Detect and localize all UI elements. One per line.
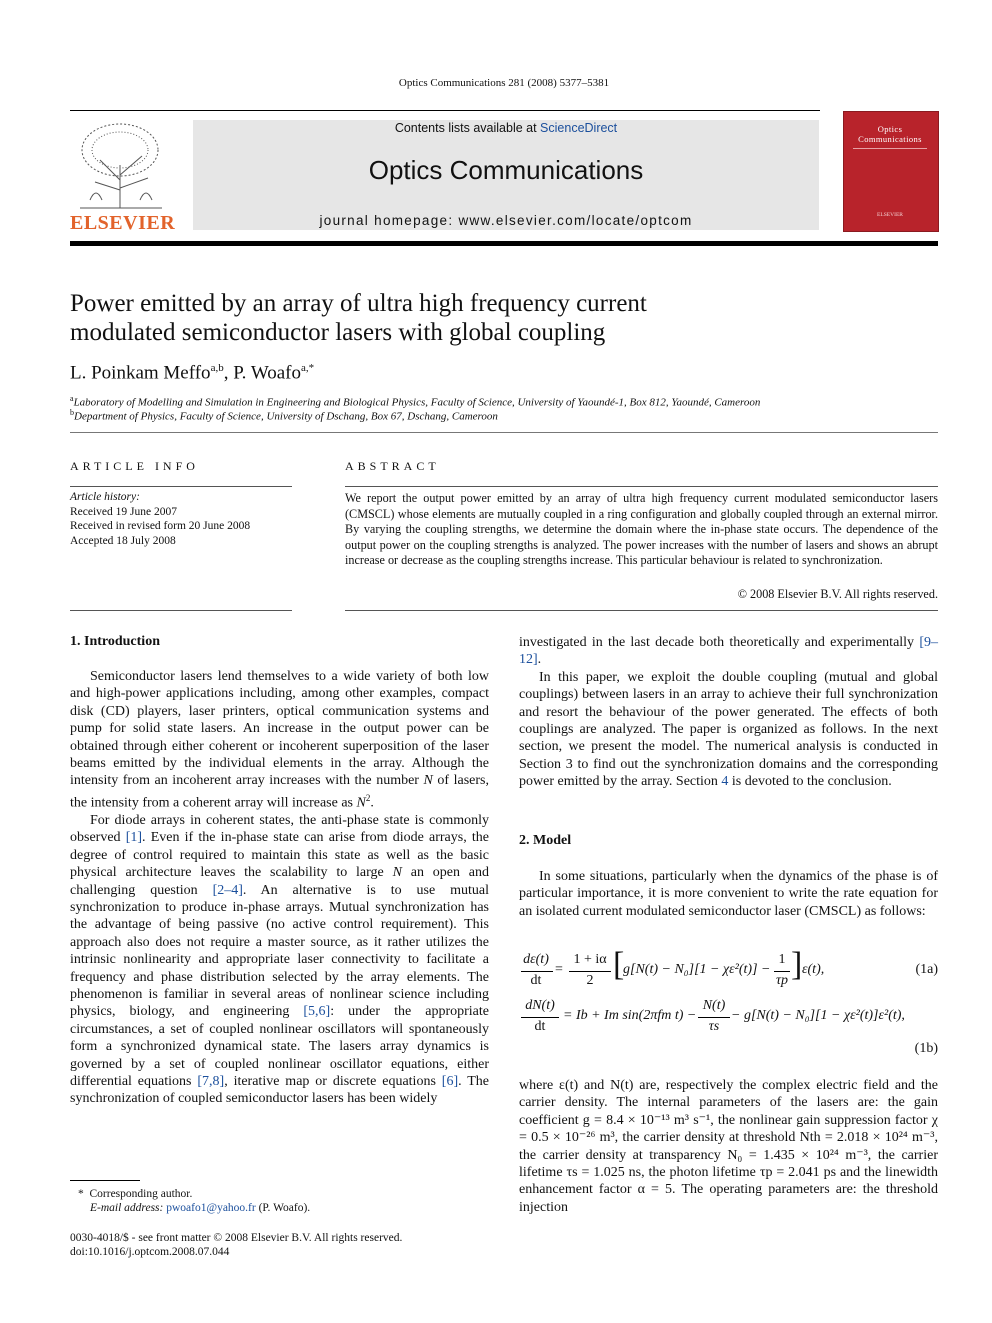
journal-citation: Optics Communications 281 (2008) 5377–5381 <box>398 77 610 89</box>
eq1a-mid-den: 2 <box>586 973 594 988</box>
intro-p2-c: an open and challenging question <box>70 865 489 898</box>
model-p1-text: In some situations, particularly when the dynamics of the phase is of particular importance, it is more convenient to write the rate equation for an isolated current modulated semiconductor laser (CMSCL) as follows: <box>519 869 938 919</box>
author-1: L. Poinkam Meffo <box>70 362 211 384</box>
front-matter <box>70 1231 490 1259</box>
affiliation-a <box>70 394 760 409</box>
author-2: P. Woafo <box>233 362 301 384</box>
authors <box>70 362 314 384</box>
sciencedirect-link[interactable]: ScienceDirect <box>540 121 618 135</box>
equation-1b <box>519 998 938 1038</box>
abstract-rule-bottom <box>345 610 938 611</box>
footnote-corresponding <box>78 1187 478 1215</box>
section-introduction-heading: 1. Introduction <box>70 634 160 649</box>
intro-p1-n2: N <box>356 795 366 811</box>
model-paragraph-2 <box>519 1077 938 1216</box>
intro-paragraph-4 <box>519 669 938 791</box>
eq1b-lhs-den: dt <box>534 1019 546 1034</box>
intro-p3-a: investigated in the last decade both theoretically and experimentally <box>519 635 920 650</box>
abstract-copyright: © 2008 Elsevier B.V. All rights reserved. <box>737 587 938 601</box>
ref-link-6[interactable]: [6] <box>441 1074 459 1089</box>
journal-name: Optics Communications <box>368 155 644 185</box>
intro-p1-a: Semiconductor lasers lend themselves to a wide variety of both low and high-power applications including, among other examples, compact disk (CD) players, laser printers, optical communication systems and pump for solid state lasers. An increase in the output power can be obtained through either coherent or incoherent superposition of the laser beams emitted by the individual elements in the array. Although the intensity from an incoherent array increases with the number <box>70 669 489 789</box>
eq1a-tau-den: τp <box>775 973 788 988</box>
abstract-text: We report the output power emitted by an array of ultra high frequency current modulated semiconductor lasers (CMSCL) whose elements are mutually coupled in a ring configuration and globally coupled through an external mirror. By varying the coupling strengths, we determine the domain where the in-phase state occurs. The dependence of the output power on the coupling strengths is analyzed. The power increases with the number of lasers and shows an abrupt increase or decrease as the coupling strengths increase. This particular behaviour is related to synchronization. <box>345 491 938 568</box>
equation-1a-number: (1a) <box>915 962 938 977</box>
author-separator: , <box>223 362 234 384</box>
received-date: Received 19 June 2007 <box>70 505 177 518</box>
intro-p2-a: For diode arrays in coherent states, the anti-phase state is commonly observed <box>70 812 489 846</box>
affil-a-mark: a <box>70 394 74 403</box>
contents-line <box>193 121 819 135</box>
eq1a-lhs-bar <box>521 971 553 972</box>
title-line-2: modulated semiconductor lasers with global coupling <box>70 319 606 346</box>
intro-p2-e: : under the appropriate circumstances, a set of coupled nonlinear oscillators will spontaneously form a synchronized dynamical state. The lasers array dynamics is governed by a set of coupled nonlinear oscillator equations, either differential equations <box>70 1004 489 1089</box>
intro-p1-c: . <box>370 795 374 811</box>
email-tail: (P. Woafo). <box>255 1202 311 1214</box>
header-rule <box>70 110 820 111</box>
affil-a-text: Laboratory of Modelling and Simulation in Engineering and Biological Physics, Faculty of Science, University of Yaoundé-1, Box 812, Yaoundé, Cameroon <box>73 396 761 409</box>
section-4-link[interactable]: 4 <box>721 774 729 790</box>
cover-publisher: ELSEVIER <box>877 212 903 218</box>
model-p2-text: where ε(t) and N(t) are, respectively the complex electric field and the carrier density. The internal parameters of the lasers are: the gain coefficient g = 8.4 × 10⁻¹³ m³ s⁻¹, the nonlinear gain suppression factor χ = 0.5 × 10⁻²⁶ m³, the carrier density at threshold Nth = 2.018 × 10²⁴ m⁻³, the carrier density at transparency N₀ = 1.435 × 10²⁴ m⁻³, the carrier lifetime τs = 1.025 ns, the photon lifetime τp = 2.041 ps and the linewidth enhancement factor α = 5. The operating parameters are: the threshold injection <box>519 1078 938 1215</box>
article-history <box>70 490 292 548</box>
title-line-1: Power emitted by an array of ultra high frequency current <box>70 290 647 317</box>
eq1a-bracket-body: g[N(t) − N₀][1 − χε²(t)] − <box>623 962 771 977</box>
eq1a-close-bracket: ] <box>791 946 803 983</box>
eq1a-open-bracket: [ <box>613 946 625 983</box>
eq1b-part2: − g[N(t) − N₀][1 − χε²(t)]ε²(t), <box>731 1008 905 1023</box>
eq1b-part1: = Ib + Im sin(2πfm t) − <box>563 1008 697 1023</box>
intro-p2-b: . Even if the in-phase state can arise from diode arrays, the degree of control required to maintain this state as well as the basic physical architecture leaves the scalability to large <box>70 830 489 881</box>
eq1b-frac-bar <box>698 1017 730 1018</box>
section-model-heading: 2. Model <box>519 833 572 848</box>
eq1a-tau-bar <box>774 971 790 972</box>
footnote-mark: * <box>78 1188 84 1200</box>
intro-paragraph-3 <box>519 634 938 669</box>
info-rule-bottom <box>70 610 292 611</box>
eq1a-mid-num: 1 + iα <box>573 952 607 967</box>
eq1b-lhs-num: dN(t) <box>525 998 555 1013</box>
intro-p2-g: . The synchronization of coupled semiconductor lasers has been widely <box>70 1074 490 1107</box>
intro-paragraph-1 <box>70 668 489 812</box>
abstract-rule-top <box>345 486 938 487</box>
eq1a-lhs-den: dt <box>530 973 542 988</box>
right-column-text <box>519 634 938 791</box>
author-1-affil: a,b <box>210 362 224 374</box>
left-column-text <box>70 668 489 1108</box>
intro-p1-n: N <box>423 773 433 789</box>
eq1b-frac-den: τs <box>708 1019 720 1034</box>
article-title <box>70 289 830 347</box>
equation-1b-number: (1b) <box>914 1041 938 1056</box>
eq1a-equals: = <box>555 962 563 977</box>
eq1a-lhs-num: dε(t) <box>523 952 549 967</box>
ref-link-1[interactable]: [1] <box>125 830 143 846</box>
info-rule-top <box>70 486 292 487</box>
history-label: Article history: <box>70 491 140 503</box>
title-rule <box>70 432 938 433</box>
eq1b-frac-num: N(t) <box>702 998 726 1013</box>
model-paragraph-1 <box>519 868 938 920</box>
cover-divider <box>853 148 927 149</box>
eq1a-tau-num: 1 <box>778 952 786 967</box>
intro-p1-b: of lasers, the intensity from a coherent array will increase as <box>70 773 489 811</box>
email-label: E-mail address: <box>90 1202 167 1214</box>
intro-p2-n: N <box>392 865 402 881</box>
ref-link-9-12[interactable]: [9–12] <box>519 635 938 668</box>
article-info-heading: ARTICLE INFO <box>70 459 199 473</box>
intro-p2-d: . An alternative is to use mutual synchronization to produce in-phase arrays. Mutual synchronization has the advantage of being passive (no active control requirement). This approach also does not require a master source, as it rather utilizes the intrinsic nonlinearity and appropriate laser connectivity to facilitate a frequency and phase distribution selected by the array elements. The phenomenon is familiar in several areas of nonlinear science including physics, biology, and engineering <box>70 882 489 1020</box>
ref-link-7-8[interactable]: [7,8] <box>197 1074 225 1089</box>
ref-link-2-4[interactable]: [2–4] <box>212 882 243 898</box>
intro-p3-b: . <box>537 652 542 668</box>
doi-line: doi:10.1016/j.optcom.2008.07.044 <box>70 1246 230 1258</box>
issn-line: 0030-4018/$ - see front matter © 2008 Elsevier B.V. All rights reserved. <box>70 1232 403 1244</box>
affil-b-text: Department of Physics, Faculty of Science, University of Dschang, Box 67, Dschang, Cameroon <box>74 410 498 423</box>
footnote-corr-text: Corresponding author. <box>89 1188 193 1200</box>
eq1a-tail: ε(t), <box>802 962 825 977</box>
intro-p1-sup: 2 <box>365 792 371 803</box>
revised-date: Received in revised form 20 June 2008 <box>70 520 251 532</box>
intro-p2-f: , iterative map or discrete equations <box>224 1074 442 1089</box>
elsevier-wordmark: ELSEVIER <box>70 212 176 234</box>
footnote-rule <box>70 1180 140 1181</box>
journal-homepage[interactable]: journal homepage: www.elsevier.com/locate/optcom <box>319 213 693 228</box>
intro-paragraph-2 <box>70 812 489 1108</box>
author-2-affil: a,* <box>301 362 315 374</box>
equation-1a <box>519 946 919 992</box>
cover-title: Optics Communications <box>858 124 922 144</box>
affil-b-mark: b <box>70 408 74 417</box>
intro-p4-b: is devoted to the conclusion. <box>728 774 892 790</box>
accepted-date: Accepted 18 July 2008 <box>70 534 176 547</box>
email-link[interactable]: pwoafo1@yahoo.fr <box>166 1202 256 1214</box>
header-thick-rule <box>70 241 938 246</box>
contents-prefix: Contents lists available at <box>394 121 541 135</box>
affiliation-b <box>70 408 498 423</box>
intro-p4-a: In this paper, we exploit the double coupling (mutual and global couplings) between lasers in an array to achieve their full synchronization and resort the behaviour of the power generated. The effects of both couplings are analyzed. The paper is organized as follows. In the next section, we present the model. The numerical analysis is conducted in Section 3 to find out the synchronization domains and the corresponding power emitted by the array. Section <box>519 669 938 790</box>
abstract-heading: ABSTRACT <box>345 459 440 473</box>
eq1a-mid-bar <box>569 971 611 972</box>
ref-link-5-6[interactable]: [5,6] <box>303 1004 331 1020</box>
eq1b-lhs-bar <box>521 1017 559 1018</box>
